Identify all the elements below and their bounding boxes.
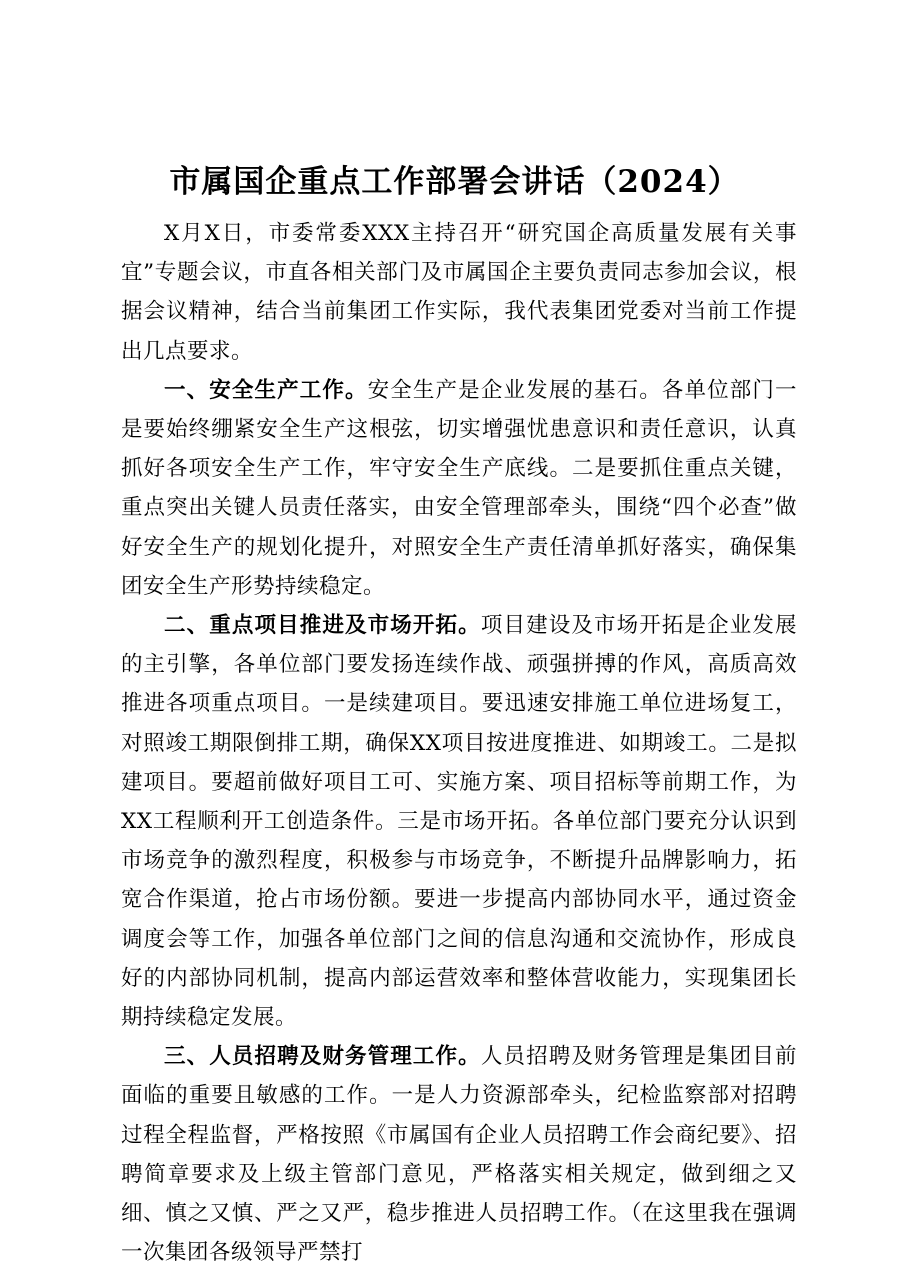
document-title: 市属国企重点工作部署会讲话（2024） xyxy=(169,164,740,200)
section-heading-1: 一、安全生产工作。 xyxy=(164,377,368,403)
section-paragraph-2 xyxy=(121,606,797,1037)
section-text-1: 安全生产是企业发展的基石。各单位部门一是要始终绷紧安全生产这根弦，切实增强忧患意识和责任意识，认真抓好各项安全生产工作，牢守安全生产底线。二是要抓住重点关键，重点突出关键人员责任落实，由安全管理部牵头，围绕“四个必查”做好安全生产的规划化提升，对照安全生产责任清单抓好落实，确保集团安全生产形势持续稳定。 xyxy=(121,377,797,599)
section-text-2: 项目建设及市场开拓是企业发展的主引擎，各单位部门要发扬连续作战、顽强拼搏的作风，高质高效推进各项重点项目。一是续建项目。要迅速安排施工单位进场复工，对照竣工期限倒排工期，确保XX项目按进度推进、如期竣工。二是拟建项目。要超前做好项目工可、实施方案、项目招标等前期工作，为XX工程顺利开工创造条件。三是市场开拓。各单位部门要充分认识到市场竞争的激烈程度，积极参与市场竞争，不断提升品牌影响力，拓宽合作渠道，抢占市场份额。要进一步提高内部协同水平，通过资金调度会等工作，加强各单位部门之间的信息沟通和交流协作，形成良好的内部协同机制，提高内部运营效率和整体营收能力，实现集团长期持续稳定发展。 xyxy=(121,613,797,1031)
section-paragraph-1 xyxy=(121,371,797,606)
section-paragraph-3 xyxy=(121,1037,797,1272)
document-body xyxy=(121,214,797,1272)
intro-paragraph: X月X日，市委常委XXX主持召开“研究国企高质量发展有关事宜”专题会议，市直各相关部门及市属国企主要负责同志参加会议，根据会议精神，结合当前集团工作实际，我代表集团党委对当前工作提出几点要求。 xyxy=(121,221,797,364)
section-text-3: 人员招聘及财务管理是集团目前面临的重要且敏感的工作。一是人力资源部牵头，纪检监察部对招聘过程全程监督，严格按照《市属国有企业人员招聘工作会商纪要》、招聘简章要求及上级主管部门意见，严格落实相关规定，做到细之又细、慎之又慎、严之又严，稳步推进人员招聘工作。（在这里我在强调一次集团各级领导严禁打 xyxy=(121,1044,797,1266)
section-heading-2: 二、重点项目推进及市场开拓。 xyxy=(164,613,481,639)
section-heading-3: 三、人员招聘及财务管理工作。 xyxy=(164,1044,481,1070)
